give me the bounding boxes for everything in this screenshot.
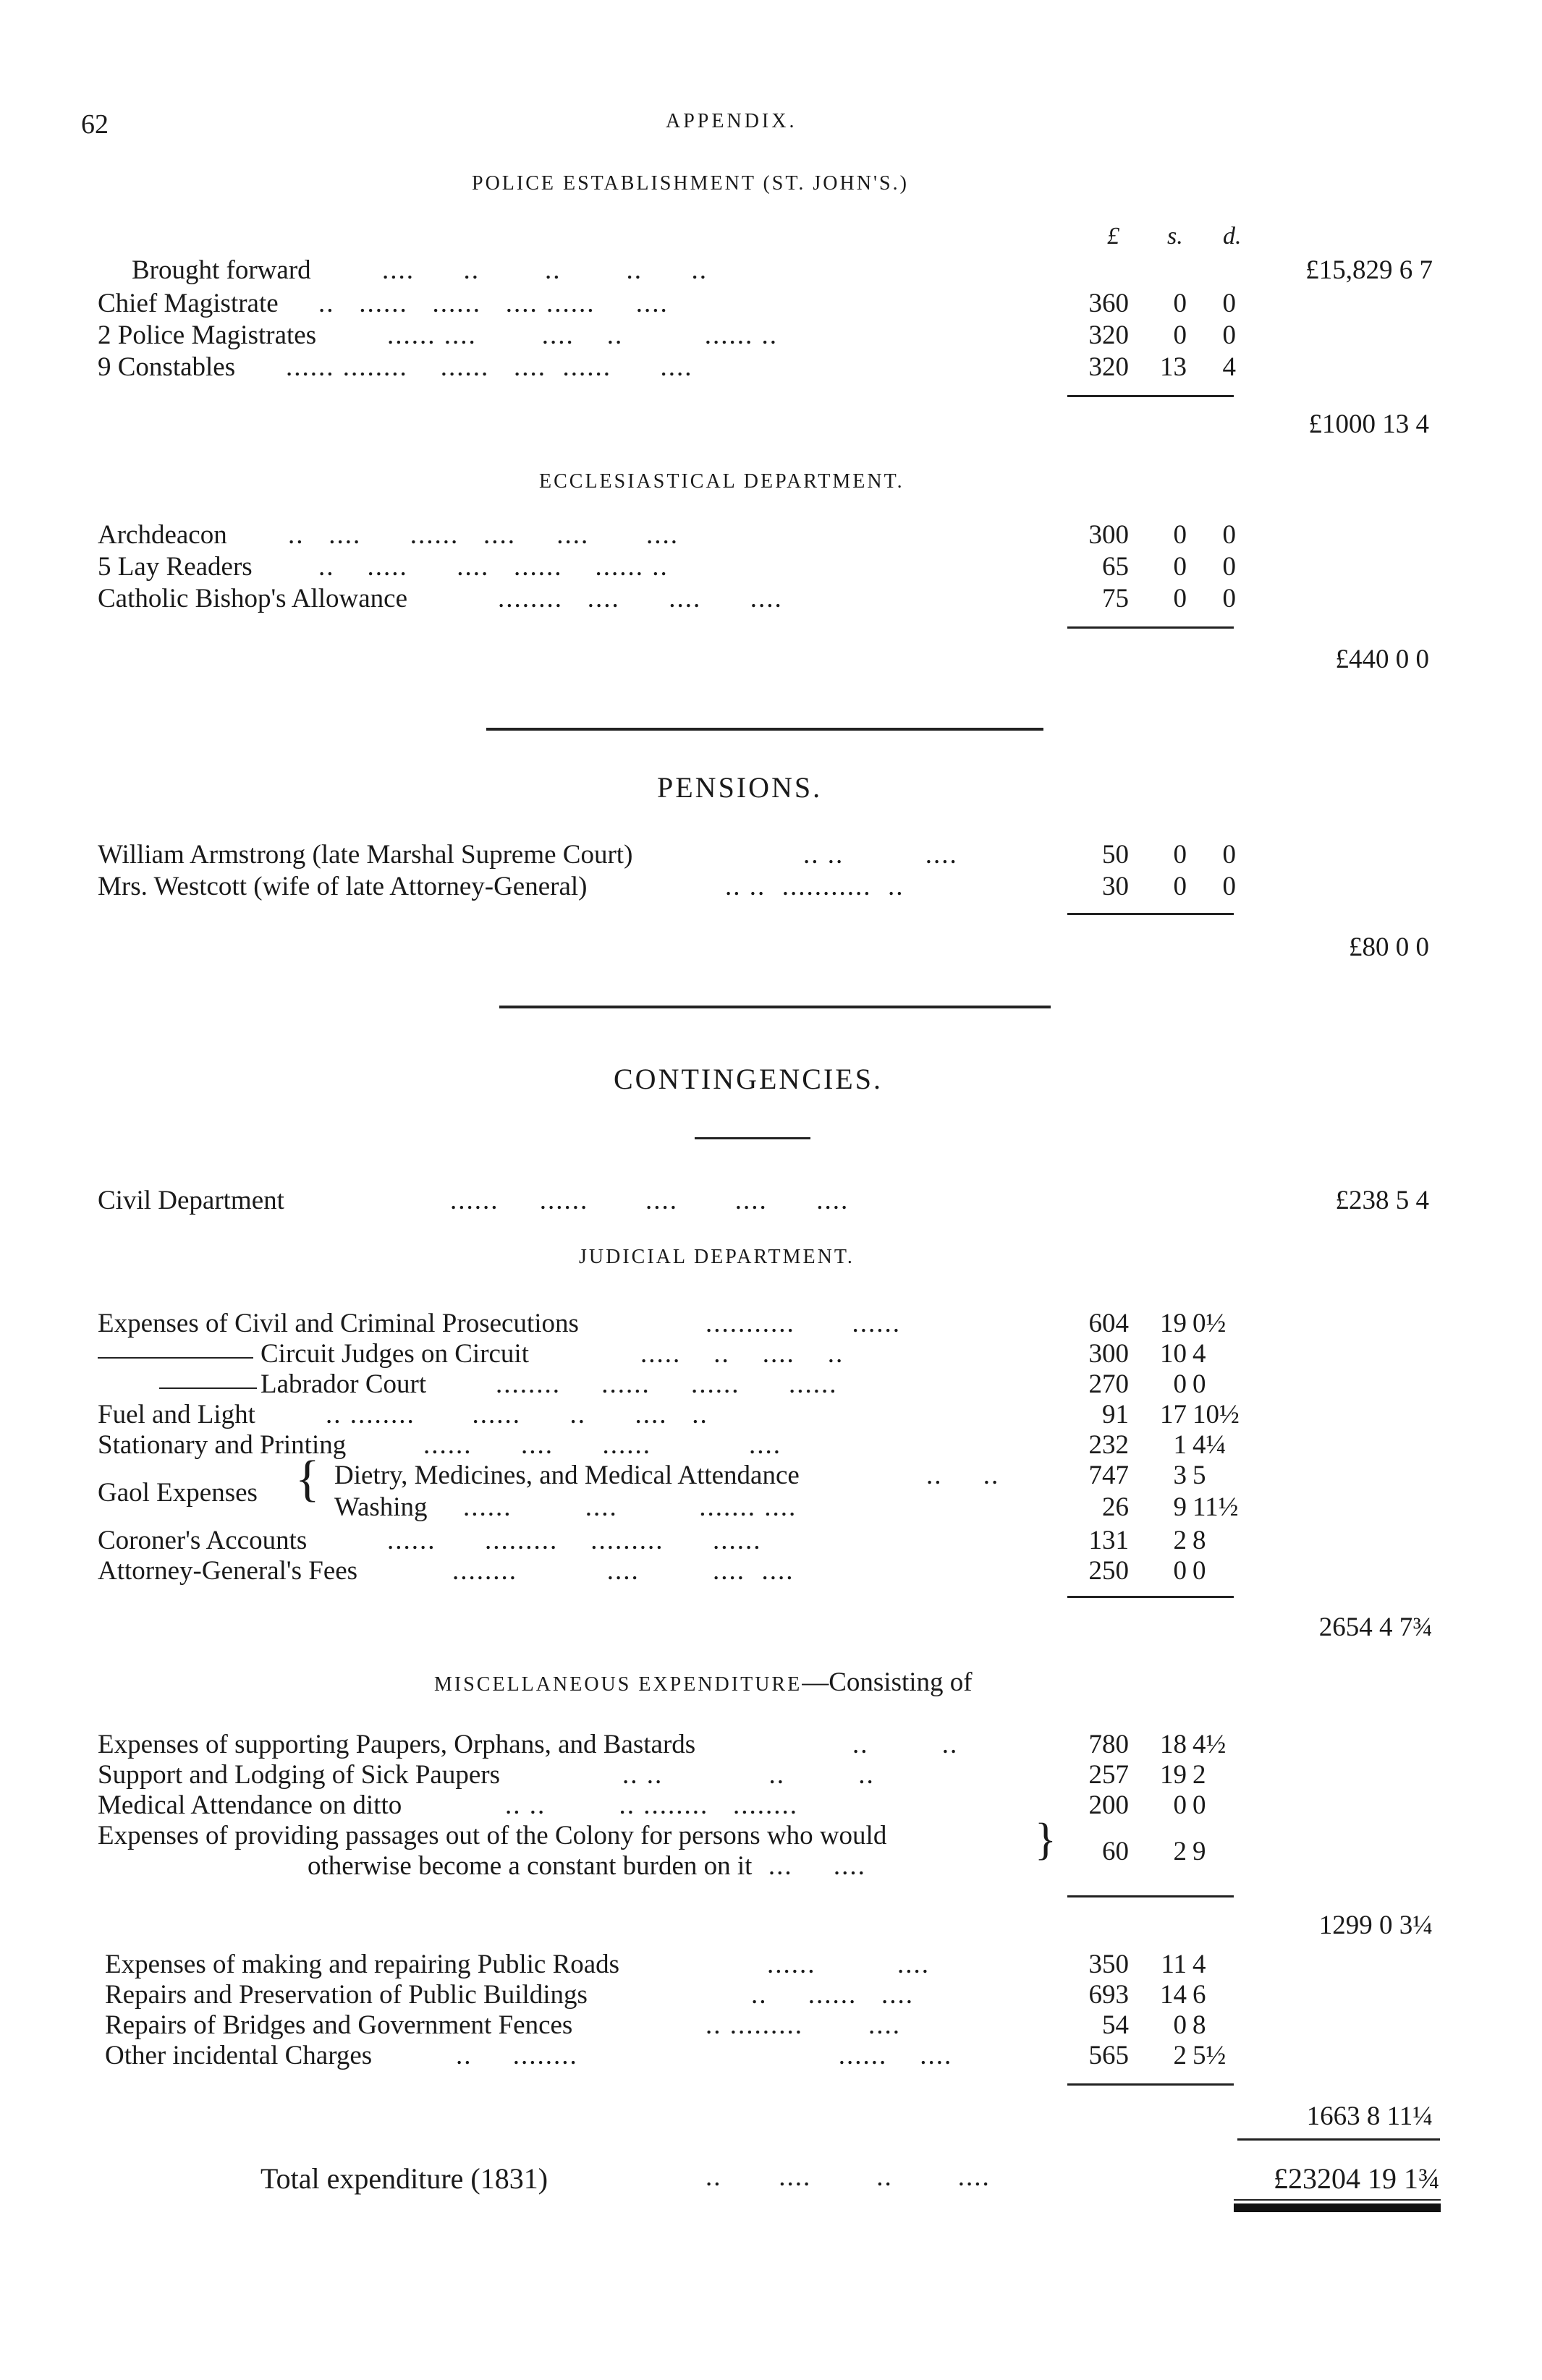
pounds-value: 26 — [1102, 1492, 1129, 1522]
row-label: Attorney-General's Fees — [98, 1556, 358, 1586]
leader-dots: ...... .... ....... .... — [463, 1492, 797, 1522]
pence-value: 8 — [1192, 2010, 1206, 2040]
heading-underline — [695, 1137, 810, 1139]
passage-label-line2 — [308, 1850, 866, 1882]
pounds-value: 60 — [1102, 1837, 1129, 1866]
leader-dots: .. ..... .... ...... ...... .. — [318, 552, 669, 582]
pence-value: 0 — [1222, 840, 1236, 870]
shillings-value: 18 — [1160, 1730, 1187, 1759]
row-label: Coroner's Accounts — [98, 1526, 308, 1555]
leader-dots: ...... .... .... .. ...... .. — [387, 320, 778, 350]
pounds-value: 565 — [1088, 2041, 1129, 2070]
table-row — [0, 1525, 1542, 1558]
table-row — [0, 1338, 1542, 1372]
table-row — [0, 1492, 1542, 1525]
police-total: £1000 13 4 — [1308, 409, 1429, 439]
shillings-value: 0 — [1173, 2010, 1187, 2040]
grand-total-top-rule — [1237, 2138, 1440, 2141]
shillings-value: 17 — [1160, 1400, 1187, 1429]
grand-total-heavy-rule — [1234, 2203, 1441, 2212]
leader-dots: ........ ...... ...... ...... — [496, 1369, 838, 1399]
subtotal-rule — [1067, 2083, 1234, 2086]
pounds-value: 300 — [1088, 520, 1129, 550]
table-row — [0, 2040, 1542, 2073]
pounds-value: 232 — [1088, 1430, 1129, 1460]
grand-total-thin-rule — [1234, 2199, 1441, 2201]
pensions-total: £80 0 0 — [1349, 932, 1429, 962]
pounds-value: 131 — [1088, 1526, 1129, 1555]
heading-tail: —Consisting of — [802, 1667, 973, 1697]
row-label: Expenses of Civil and Criminal Prosecutions — [98, 1309, 579, 1338]
row-label: 2 Police Magistrates — [98, 320, 317, 350]
leader-dots: .. ........ ...... .. .... .. — [326, 1400, 708, 1429]
shillings-value: 0 — [1173, 320, 1187, 350]
section-divider — [499, 1006, 1051, 1008]
pounds-value: 75 — [1102, 584, 1129, 613]
pence-value: 5½ — [1192, 2041, 1227, 2070]
table-row — [0, 519, 1542, 553]
leader-dots: .. ...... .... — [751, 1980, 914, 2010]
row-label: Washing — [334, 1492, 428, 1522]
subtotal-rule — [1067, 913, 1234, 915]
table-row — [0, 320, 1542, 353]
pence-value: 4 — [1192, 1950, 1206, 1979]
pounds-value: 360 — [1088, 289, 1129, 318]
shillings-value: 0 — [1173, 1790, 1187, 1820]
pounds-value: 54 — [1102, 2010, 1129, 2040]
section-heading-pensions: PENSIONS. — [657, 771, 823, 804]
pounds-value: 604 — [1088, 1309, 1129, 1338]
row-label: 9 Constables — [98, 352, 236, 382]
shillings-value: 0 — [1173, 289, 1187, 318]
table-row — [0, 1729, 1542, 1762]
shillings-value: 0 — [1173, 584, 1187, 613]
pounds-value: 250 — [1088, 1556, 1129, 1586]
pounds-value: 693 — [1088, 1980, 1129, 2010]
shillings-value: 11 — [1161, 1950, 1187, 1979]
pounds-value: 300 — [1088, 1339, 1129, 1369]
ditto-dash — [159, 1387, 257, 1389]
table-row — [0, 1979, 1542, 2013]
leader-dots: .. .. .... — [803, 840, 958, 870]
shillings-value: 0 — [1173, 1369, 1187, 1399]
pence-value: 4½ — [1192, 1730, 1227, 1759]
pounds-value: 350 — [1088, 1950, 1129, 1979]
pence-value: 0 — [1222, 584, 1236, 613]
column-head-shillings: s. — [1167, 223, 1183, 250]
roads-total: 1663 8 11¼ — [1306, 2101, 1433, 2131]
leader-dots: .... .. .. .. .. — [382, 255, 708, 285]
section-heading-judicial: JUDICIAL DEPARTMENT. — [579, 1246, 855, 1268]
row-label: William Armstrong (late Marshal Supreme Court) — [98, 840, 633, 870]
pounds-value: 270 — [1088, 1369, 1129, 1399]
heading-caps: MISCELLANEOUS EXPENDITURE — [434, 1673, 802, 1696]
shillings-value: 9 — [1173, 1492, 1187, 1522]
leader-dots: .. .. .. ........ ........ — [505, 1790, 798, 1820]
row-label: Stationary and Printing — [98, 1430, 347, 1460]
pounds-value: 320 — [1088, 320, 1129, 350]
row-label: Circuit Judges on Circuit — [260, 1339, 529, 1369]
pounds-value: 65 — [1102, 552, 1129, 582]
pence-value: 0 — [1222, 520, 1236, 550]
table-row — [0, 1460, 1542, 1493]
subtotal-rule — [1067, 1596, 1234, 1598]
subtotal-rule — [1067, 626, 1234, 629]
leader-dots: ...... .... — [767, 1950, 930, 1979]
pence-value: 0 — [1222, 552, 1236, 582]
shillings-value: 0 — [1173, 520, 1187, 550]
leader-dots: .. .... ...... .... .... .... — [288, 520, 679, 550]
leader-dots: ..... .. .... .. — [640, 1339, 844, 1369]
table-row — [0, 551, 1542, 585]
pence-value: 4 — [1192, 1339, 1206, 1369]
leader-dots: .. ......... .... — [706, 2010, 901, 2040]
table-row — [0, 1949, 1542, 1982]
pounds-value: 747 — [1088, 1461, 1129, 1490]
leader-dots: .. .. — [926, 1461, 1000, 1490]
pence-value: 11½ — [1192, 1492, 1239, 1522]
pence-value: 6 — [1192, 1980, 1206, 2010]
row-label: Labrador Court — [260, 1369, 427, 1399]
leader-dots: ........ .... .... .... — [452, 1556, 795, 1586]
leader-dots: ...... ......... ......... ...... — [387, 1526, 762, 1555]
row-grand-total — [0, 2162, 1542, 2195]
shillings-value: 13 — [1160, 352, 1187, 382]
page-number: 62 — [81, 109, 109, 140]
table-row — [0, 352, 1542, 385]
leader-dots: ...... .... ...... .... — [423, 1430, 781, 1460]
shillings-value: 3 — [1173, 1461, 1187, 1490]
shillings-value: 19 — [1160, 1309, 1187, 1338]
section-heading-contingencies: CONTINGENCIES. — [614, 1063, 883, 1095]
table-row — [0, 1399, 1542, 1432]
pence-value: 0 — [1222, 872, 1236, 901]
civil-department-total: £238 5 4 — [1335, 1186, 1429, 1215]
grand-total-label: Total expenditure (1831) — [260, 2162, 548, 2195]
pence-value: 10½ — [1192, 1400, 1240, 1429]
leader-dots: .. .. ........... .. — [725, 872, 905, 901]
shillings-value: 10 — [1160, 1339, 1187, 1369]
pounds-value: 320 — [1088, 352, 1129, 382]
row-label: Expenses of making and repairing Public Roads — [105, 1950, 620, 1979]
pence-value: 0 — [1192, 1369, 1206, 1399]
pence-value: 0 — [1222, 320, 1236, 350]
passage-text: otherwise become a constant burden on it — [308, 1851, 753, 1881]
row-brought-forward — [0, 255, 1542, 288]
row-label: Civil Department — [98, 1186, 284, 1215]
brought-forward-total: £15,829 6 7 — [1305, 255, 1433, 285]
row-label: Catholic Bishop's Allowance — [98, 584, 408, 613]
subtotal-rule — [1067, 395, 1234, 397]
pence-value: 8 — [1192, 1526, 1206, 1555]
pounds-value: 257 — [1088, 1760, 1129, 1790]
brace-icon: { — [295, 1451, 320, 1507]
table-row — [0, 1308, 1542, 1341]
table-row — [0, 1369, 1542, 1402]
leader-dots: .. ...... ...... .... ...... .... — [318, 289, 669, 318]
row-label: Repairs and Preservation of Public Buildings — [105, 1980, 588, 2010]
leader-dots: ...... ...... .... .... .... — [450, 1186, 850, 1215]
pence-value: 2 — [1192, 1760, 1206, 1790]
leader-dots: .. ........ ...... .... — [456, 2041, 953, 2070]
ditto-dash — [98, 1357, 253, 1359]
shillings-value: 2 — [1173, 2041, 1187, 2070]
leader-dots: ... .... — [752, 1851, 866, 1881]
table-row — [0, 583, 1542, 616]
row-label: Other incidental Charges — [105, 2041, 373, 2070]
gaol-expenses-label: Gaol Expenses — [98, 1478, 258, 1508]
row-label: Expenses of supporting Paupers, Orphans, and Bastards — [98, 1730, 696, 1759]
pence-value: 0 — [1222, 289, 1236, 318]
pounds-value: 30 — [1102, 872, 1129, 901]
leader-dots: .. .. .. .. — [622, 1760, 875, 1790]
judicial-total: 2654 4 7¾ — [1318, 1612, 1433, 1642]
section-divider — [486, 728, 1043, 731]
leader-dots: ........... ...... — [706, 1309, 901, 1338]
section-heading-miscellaneous — [434, 1667, 973, 1698]
table-row — [0, 1759, 1542, 1793]
row-label: Repairs of Bridges and Government Fences — [105, 2010, 573, 2040]
pence-value: 0 — [1192, 1790, 1206, 1820]
grand-total-value: £23204 19 1¾ — [1274, 2162, 1440, 2195]
row-label: Mrs. Westcott (wife of late Attorney-General) — [98, 872, 588, 901]
leader-dots: .. .... .. .... — [706, 2162, 991, 2192]
section-heading-ecclesiastical: ECCLESIASTICAL DEPARTMENT. — [539, 470, 905, 493]
table-row — [0, 1429, 1542, 1463]
shillings-value: 0 — [1173, 552, 1187, 582]
leader-dots: .. .. — [852, 1730, 959, 1759]
table-row — [0, 1555, 1542, 1589]
shillings-value: 14 — [1160, 1980, 1187, 2010]
pence-value: 5 — [1192, 1461, 1206, 1490]
table-row — [0, 871, 1542, 904]
pounds-value: 91 — [1102, 1400, 1129, 1429]
row-civil-department — [0, 1185, 1542, 1218]
column-head-pounds: £ — [1107, 223, 1119, 250]
row-label: Archdeacon — [98, 520, 227, 550]
ecclesiastical-total: £440 0 0 — [1335, 645, 1429, 674]
pence-value: 4¼ — [1192, 1430, 1227, 1460]
shillings-value: 0 — [1173, 840, 1187, 870]
table-row — [0, 839, 1542, 872]
shillings-value: 2 — [1173, 1526, 1187, 1555]
shillings-value: 2 — [1173, 1837, 1187, 1866]
pence-value: 0 — [1192, 1556, 1206, 1586]
table-row — [0, 2010, 1542, 2043]
row-label: 5 Lay Readers — [98, 552, 253, 582]
pounds-value: 780 — [1088, 1730, 1129, 1759]
leader-dots: ........ .... .... .... — [498, 584, 783, 613]
pounds-value: 200 — [1088, 1790, 1129, 1820]
shillings-value: 0 — [1173, 1556, 1187, 1586]
pounds-value: 50 — [1102, 840, 1129, 870]
shillings-value: 0 — [1173, 872, 1187, 901]
closing-brace-icon: } — [1035, 1815, 1056, 1864]
column-head-pence: d. — [1223, 223, 1242, 250]
shillings-value: 1 — [1173, 1430, 1187, 1460]
pence-value: 4 — [1222, 352, 1236, 382]
passage-label-line1: Expenses of providing passages out of the Colony for persons who would — [98, 1821, 887, 1850]
row-label: Fuel and Light — [98, 1400, 255, 1429]
row-label: Brought forward — [132, 255, 311, 285]
table-row — [0, 288, 1542, 321]
pence-value: 9 — [1192, 1837, 1206, 1866]
shillings-value: 19 — [1160, 1760, 1187, 1790]
pence-value: 0½ — [1192, 1309, 1227, 1338]
miscellaneous-total: 1299 0 3¼ — [1318, 1911, 1433, 1940]
row-label: Support and Lodging of Sick Paupers — [98, 1760, 500, 1790]
section-heading-police: POLICE ESTABLISHMENT (ST. JOHN'S.) — [472, 172, 909, 195]
running-title: APPENDIX. — [666, 110, 797, 132]
row-label: Dietry, Medicines, and Medical Attendance — [334, 1461, 800, 1490]
subtotal-rule — [1067, 1895, 1234, 1897]
leader-dots: ...... ........ ...... .... ...... .... — [286, 352, 693, 382]
table-row — [0, 1790, 1542, 1823]
row-label: Chief Magistrate — [98, 289, 279, 318]
row-label: Medical Attendance on ditto — [98, 1790, 402, 1820]
